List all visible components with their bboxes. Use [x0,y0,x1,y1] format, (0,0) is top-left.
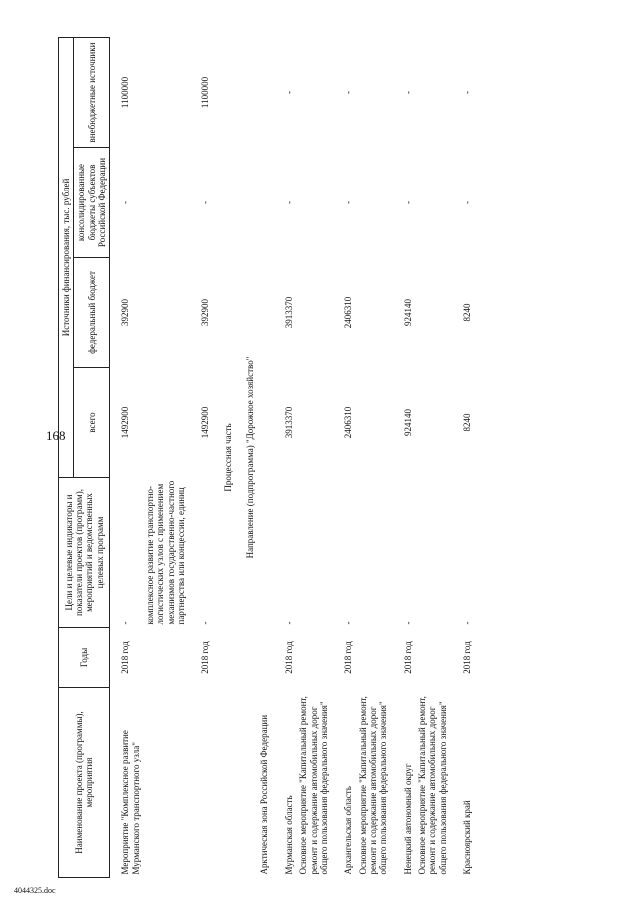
cell-extrabudget: - [461,91,472,94]
table-row [188,38,212,878]
cell-goal: - [402,621,413,625]
cell-total [296,368,331,478]
cell-federal [257,258,271,368]
table-row [415,38,450,878]
cell-name: Основное мероприятие "Капитальный ремонт, ремонт и содержание автомобильных дорог общего пользования федерального значения" [298,696,329,875]
cell-federal [296,258,331,368]
cell-name: Ненецкий автономный округ [402,763,413,875]
cell-name: Арктическая зона Российской Федерации [259,714,270,875]
table-body [110,38,474,878]
cell-extrabudget: 1100000 [120,76,131,109]
cell-goal: - [283,621,294,625]
cell-goal [296,478,331,628]
table-row [331,38,355,878]
financing-table [58,37,474,878]
header-years: Годы [59,628,110,688]
cell-goal: - [200,621,211,625]
cell-name: Основное мероприятие "Капитальный ремонт, ремонт и содержание автомобильных дорог общего пользования федерального значения" [416,696,448,875]
cell-extrabudget [356,38,391,148]
cell-consolidated: - [461,201,472,204]
table-row [235,38,257,878]
cell-consolidated [296,148,331,258]
cell-extrabudget: - [343,91,354,94]
document-id: 4044325.doc [14,886,56,895]
cell-total: 8240 [461,413,472,432]
cell-name [143,688,188,878]
cell-consolidated: - [402,201,413,204]
cell-goal: - [343,621,354,625]
cell-name: Красноярский край [461,800,472,875]
section-heading: Направление (подпрограмма) "Дорожное хозяйство" [245,356,256,559]
cell-consolidated [143,148,188,258]
cell-total [415,368,450,478]
header-consolidated: консолидированные бюджеты субъектов Российской Федерации [74,148,110,258]
cell-extrabudget: 1100000 [200,76,211,109]
header-name: Наименование проекта (программы), мероприятия [59,688,110,878]
cell-year: 2018 год [343,641,354,674]
cell-goal [415,478,450,628]
cell-total: 924140 [402,409,413,436]
cell-federal: 392900 [200,299,211,326]
cell-year [415,628,450,688]
cell-total: 1492900 [200,406,211,439]
cell-name [188,688,212,878]
cell-year [296,628,331,688]
cell-extrabudget [296,38,331,148]
header-extrabudget: внебюджетные источники [74,38,110,148]
cell-year [356,628,391,688]
cell-year [257,628,271,688]
cell-name: Мероприятие "Комплексное развитие Мурманского транспортного узла" [120,730,141,875]
cell-year: 2018 год [200,641,211,674]
cell-goal: - [120,621,131,625]
cell-consolidated: - [343,201,354,204]
cell-consolidated: - [200,201,211,204]
cell-extrabudget: - [402,91,413,94]
cell-federal [143,258,188,368]
table-row [391,38,415,878]
cell-name: Основное мероприятие "Капитальный ремонт, ремонт и содержание автомобильных дорог общего пользования федерального значения" [357,696,389,875]
cell-year: 2018 год [461,641,472,674]
cell-federal: 3913370 [283,296,294,329]
header-sources: Источники финансирования, тыс. рублей [59,38,74,478]
cell-goal [257,478,271,628]
cell-total [356,368,391,478]
cell-federal: 924140 [402,299,413,326]
table-row [356,38,391,878]
cell-year [143,628,188,688]
cell-extrabudget [257,38,271,148]
cell-federal [356,258,391,368]
cell-consolidated [257,148,271,258]
table-row [272,38,296,878]
cell-total: 3913370 [283,406,294,439]
rotated-table-region [58,38,578,878]
cell-consolidated: - [120,201,131,204]
header-total: всего [74,368,110,478]
cell-total: 1492900 [120,406,131,439]
table-row [257,38,271,878]
cell-goal [356,478,391,628]
cell-name: Мурманская область [283,795,294,875]
cell-year: 2018 год [120,641,131,674]
cell-name: Архангельская область [343,786,354,875]
cell-year: 2018 год [283,641,294,674]
cell-federal: 2406310 [343,296,354,329]
table-row [110,38,143,878]
page-number: 168 [46,428,66,443]
cell-federal: 8240 [461,303,472,322]
cell-extrabudget: - [283,91,294,94]
cell-consolidated [356,148,391,258]
cell-goal: - [461,621,472,625]
table-row [143,38,188,878]
cell-extrabudget [143,38,188,148]
cell-total [257,368,271,478]
cell-consolidated [415,148,450,258]
cell-total [143,368,188,478]
cell-extrabudget [415,38,450,148]
table-row [450,38,474,878]
header-goals: Цели и целевые индикаторы и показатели проектов (программ), мероприятий и ведомственных целевых программ [59,478,110,628]
section-heading: Процессная часть [222,423,233,492]
cell-total: 2406310 [343,406,354,439]
table-row [296,38,331,878]
header-federal: федеральный бюджет [74,258,110,368]
cell-year: 2018 год [402,641,413,674]
cell-goal: комплексное развитие транспортно-логистических узлов с применением механизмов государственно-частного партнерства или концессии, единиц [145,480,187,625]
cell-federal [415,258,450,368]
cell-federal: 392900 [120,299,131,326]
cell-consolidated: - [283,201,294,204]
table-row [213,38,235,878]
